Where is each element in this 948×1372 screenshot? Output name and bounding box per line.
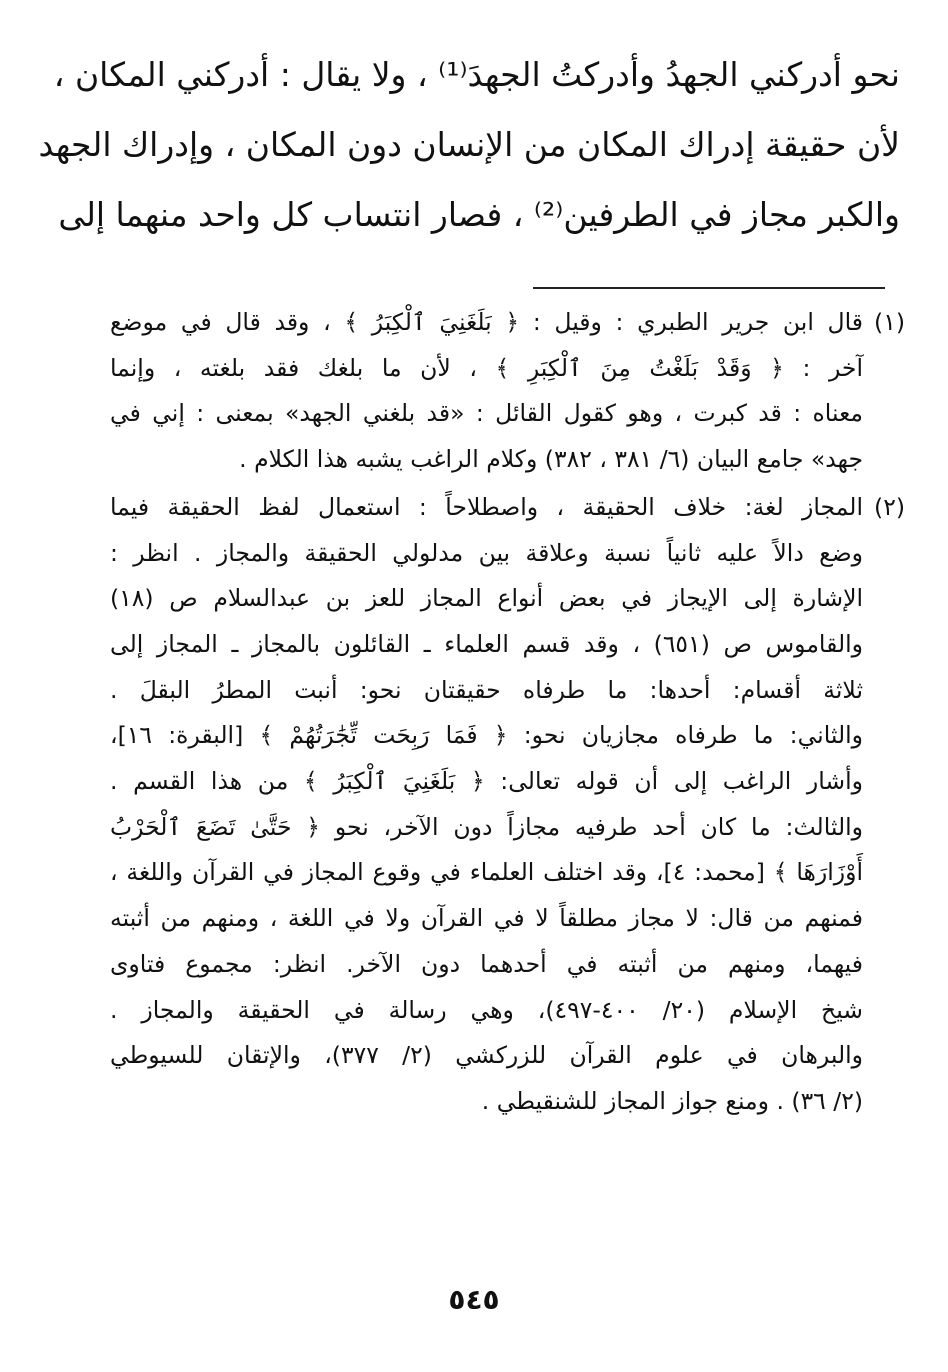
footnote-line: معناه : قد كبرت ، وهو كقول القائل : «قد بلغني الجهد» بمعنى : إني في — [110, 399, 863, 428]
main-text-line: والكبر مجاز في الطرفين⁽²⁾ ، فصار انتساب كل واحد منهما إلى — [58, 195, 900, 234]
page-number: ٥٤٥ — [448, 1283, 500, 1316]
footnote-line: والقاموس ص (٦٥١) ، وقد قسم العلماء ـ القائلون بالمجاز ـ المجاز إلى — [110, 629, 863, 658]
footnote-line: والثاني: ما طرفاه مجازيان نحو: ﴿ فَمَا رَبِحَت تِّجَٰرَتُهُمْ ﴾ [البقرة: ١٦]، — [110, 721, 863, 750]
footnote-line: قال ابن جرير الطبري : وقيل : ﴿ بَلَغَنِيَ ٱلْكِبَرُ ﴾ ، وقد قال في موضع — [110, 308, 863, 336]
footnote-line: فيهما، ومنهم من أثبته في أحدهما دون الآخر. انظر: مجموع فتاوى — [110, 949, 863, 978]
footnote-1 — [110, 300, 905, 483]
footnote-line: أَوْزَارَهَا ﴾ [محمد: ٤]، وقد اختلف العلماء في وقوع المجاز في القرآن واللغة ، — [110, 858, 863, 887]
footnote-separator — [533, 287, 885, 289]
footnote-number: (٢) — [874, 492, 905, 521]
footnote-line: والبرهان في علوم القرآن للزركشي (٢/ ٣٧٧)، والإتقان للسيوطي — [110, 1041, 864, 1070]
footnote-line: المجاز لغة: خلاف الحقيقة ، واصطلاحاً : استعمال لفظ الحقيقة فيما — [110, 492, 863, 521]
footnote-line: وضع دالاً عليه ثانياً نسبة وعلاقة بين مدلولي الحقيقة والمجاز . انظر : — [110, 538, 863, 567]
footnote-line: الإشارة إلى الإيجاز في بعض أنواع المجاز للعز بن عبدالسلام ص (١٨) — [110, 584, 863, 613]
footnote-line: فمنهم من قال: لا مجاز مطلقاً لا في القرآن ولا في اللغة ، ومنهم من أثبته — [110, 904, 863, 933]
footnote-line: شيخ الإسلام (٢٠/ ٤٠٠-٤٩٧)، وهي رسالة في الحقيقة والمجاز . — [110, 995, 863, 1024]
footnote-line: (٢/ ٣٦) . ومنع جواز المجاز للشنقيطي . — [481, 1086, 863, 1115]
footnote-line: وأشار الراغب إلى أن قوله تعالى: ﴿ بَلَغَنِيَ ٱلْكِبَرُ ﴾ من هذا القسم . — [110, 767, 863, 796]
footnote-line: آخر : ﴿ وَقَدْ بَلَغْتُ مِنَ ٱلْكِبَرِ ﴾ ، لأن ما بلغك فقد بلغته ، وإنما — [110, 353, 863, 382]
footnote-line: والثالث: ما كان أحد طرفيه مجازاً دون الآخر، نحو ﴿ حَتَّىٰ تَضَعَ ٱلْحَرْبُ — [110, 812, 863, 841]
footnotes — [110, 300, 905, 1125]
main-text — [38, 40, 900, 250]
footnote-line: ثلاثة أقسام: أحدها: ما طرفاه حقيقتان نحو: أنبت المطرُ البقلَ . — [110, 675, 863, 704]
main-text-line: نحو أدركني الجهدُ وأدركتُ الجهدَ⁽¹⁾ ، ولا يقال : أدركني المكان ، — [53, 55, 900, 94]
footnote-number: (١) — [874, 308, 905, 336]
footnote-2 — [110, 485, 905, 1125]
footnote-line: جهد» جامع البيان (٦/ ٣٨١ ، ٣٨٢) وكلام الراغب يشبه هذا الكلام . — [239, 445, 863, 474]
main-text-line: لأن حقيقة إدراك المكان من الإنسان دون المكان ، وإدراك الجهد — [38, 125, 900, 164]
